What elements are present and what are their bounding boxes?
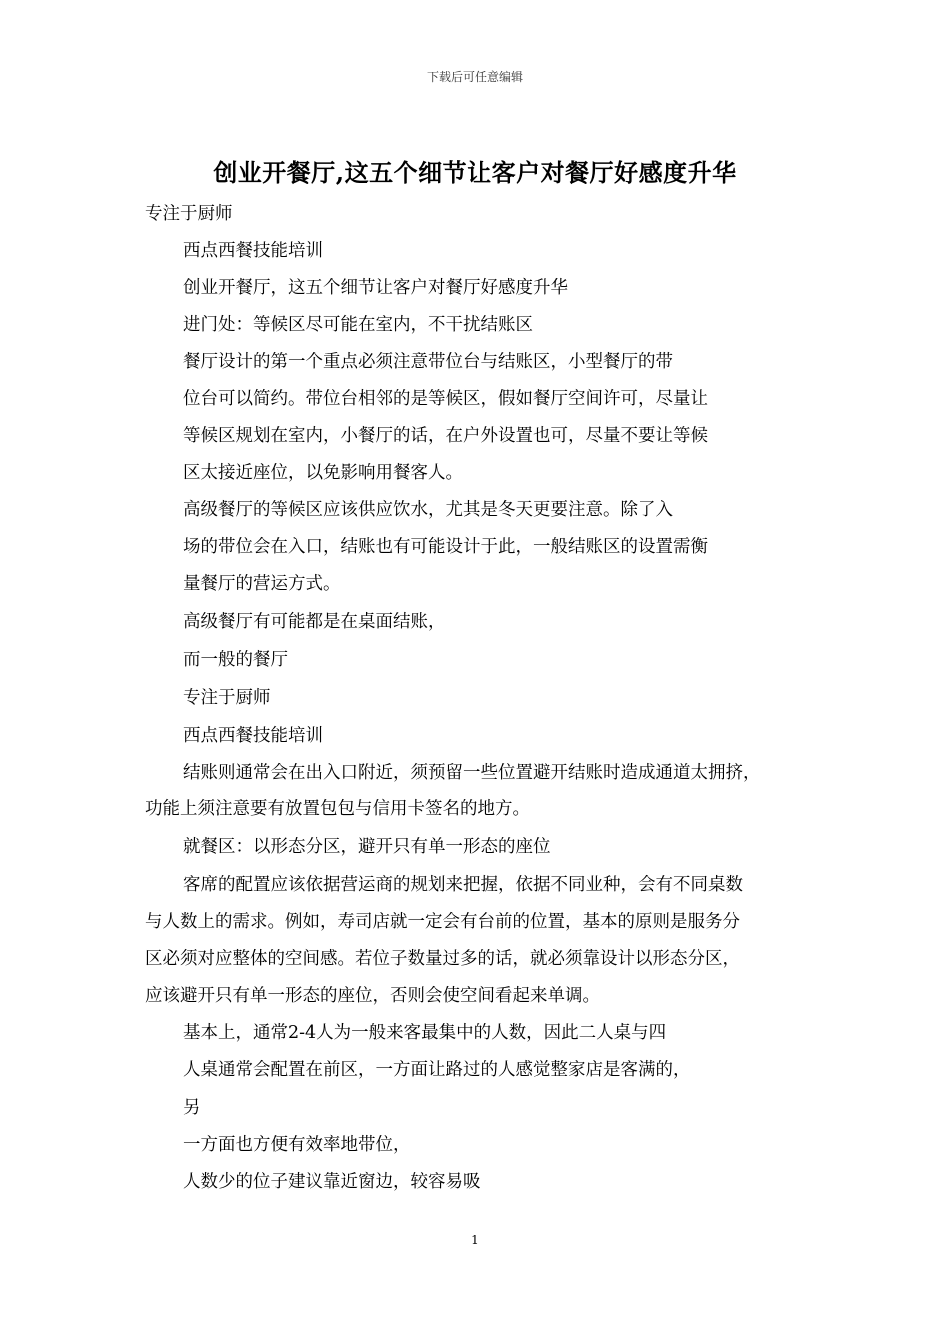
paragraph-line: 西点西餐技能培训: [183, 241, 323, 261]
paragraph-line: 创业开餐厅，这五个细节让客户对餐厅好感度升华: [183, 278, 568, 298]
paragraph-line: 就餐区：以形态分区，避开只有单一形态的座位: [183, 837, 551, 857]
paragraph-line: 人数少的位子建议靠近窗边，较容易吸: [183, 1172, 481, 1192]
paragraph-line: 专注于厨师: [183, 688, 271, 708]
header-note: 下载后可任意编辑: [426, 70, 523, 84]
paragraph-line: 位台可以简约。带位台相邻的是等候区，假如餐厅空间许可，尽量让: [183, 389, 708, 409]
page-number: 1: [471, 1233, 479, 1247]
paragraph-line: 另: [183, 1098, 201, 1118]
paragraph-line: 等候区规划在室内，小餐厅的话，在户外设置也可，尽量不要让等候: [183, 426, 708, 446]
paragraph-line: 结账则通常会在出入口附近，须预留一些位置避开结账时造成通道太拥挤，: [183, 763, 761, 783]
paragraph-line: 专注于厨师: [145, 204, 233, 224]
paragraph-line: 高级餐厅的等候区应该供应饮水，尤其是冬天更要注意。除了入: [183, 500, 673, 520]
paragraph-line: 场的带位会在入口，结账也有可能设计于此，一般结账区的设置需衡: [183, 537, 708, 557]
document-title: 创业开餐厅,这五个细节让客户对餐厅好感度升华: [213, 158, 737, 187]
paragraph-line: 餐厅设计的第一个重点必须注意带位台与结账区，小型餐厅的带: [183, 352, 673, 372]
paragraph-line: 客席的配置应该依据营运商的规划来把握，依据不同业种，会有不同桌数: [183, 875, 743, 895]
paragraph-line: 一方面也方便有效率地带位，: [183, 1135, 411, 1155]
paragraph-line: 区太接近座位，以免影响用餐客人。: [183, 463, 463, 483]
paragraph-line: 基本上，通常2-4人为一般来客最集中的人数，因此二人桌与四: [183, 1023, 667, 1043]
paragraph-line: 而一般的餐厅: [183, 650, 288, 670]
paragraph-line: 进门处：等候区尽可能在室内，不干扰结账区: [183, 315, 533, 335]
paragraph-line: 西点西餐技能培训: [183, 726, 323, 746]
paragraph-line: 应该避开只有单一形态的座位，否则会使空间看起来单调。: [145, 986, 600, 1006]
paragraph-line: 区必须对应整体的空间感。若位子数量过多的话，就必须靠设计以形态分区，: [145, 949, 740, 969]
paragraph-line: 功能上须注意要有放置包包与信用卡签名的地方。: [145, 799, 530, 819]
paragraph-line: 与人数上的需求。例如，寿司店就一定会有台前的位置，基本的原则是服务分: [145, 912, 740, 932]
paragraph-line: 人桌通常会配置在前区，一方面让路过的人感觉整家店是客满的，: [183, 1060, 691, 1080]
paragraph-line: 量餐厅的营运方式。: [183, 574, 341, 594]
paragraph-line: 高级餐厅有可能都是在桌面结账，: [183, 612, 446, 632]
